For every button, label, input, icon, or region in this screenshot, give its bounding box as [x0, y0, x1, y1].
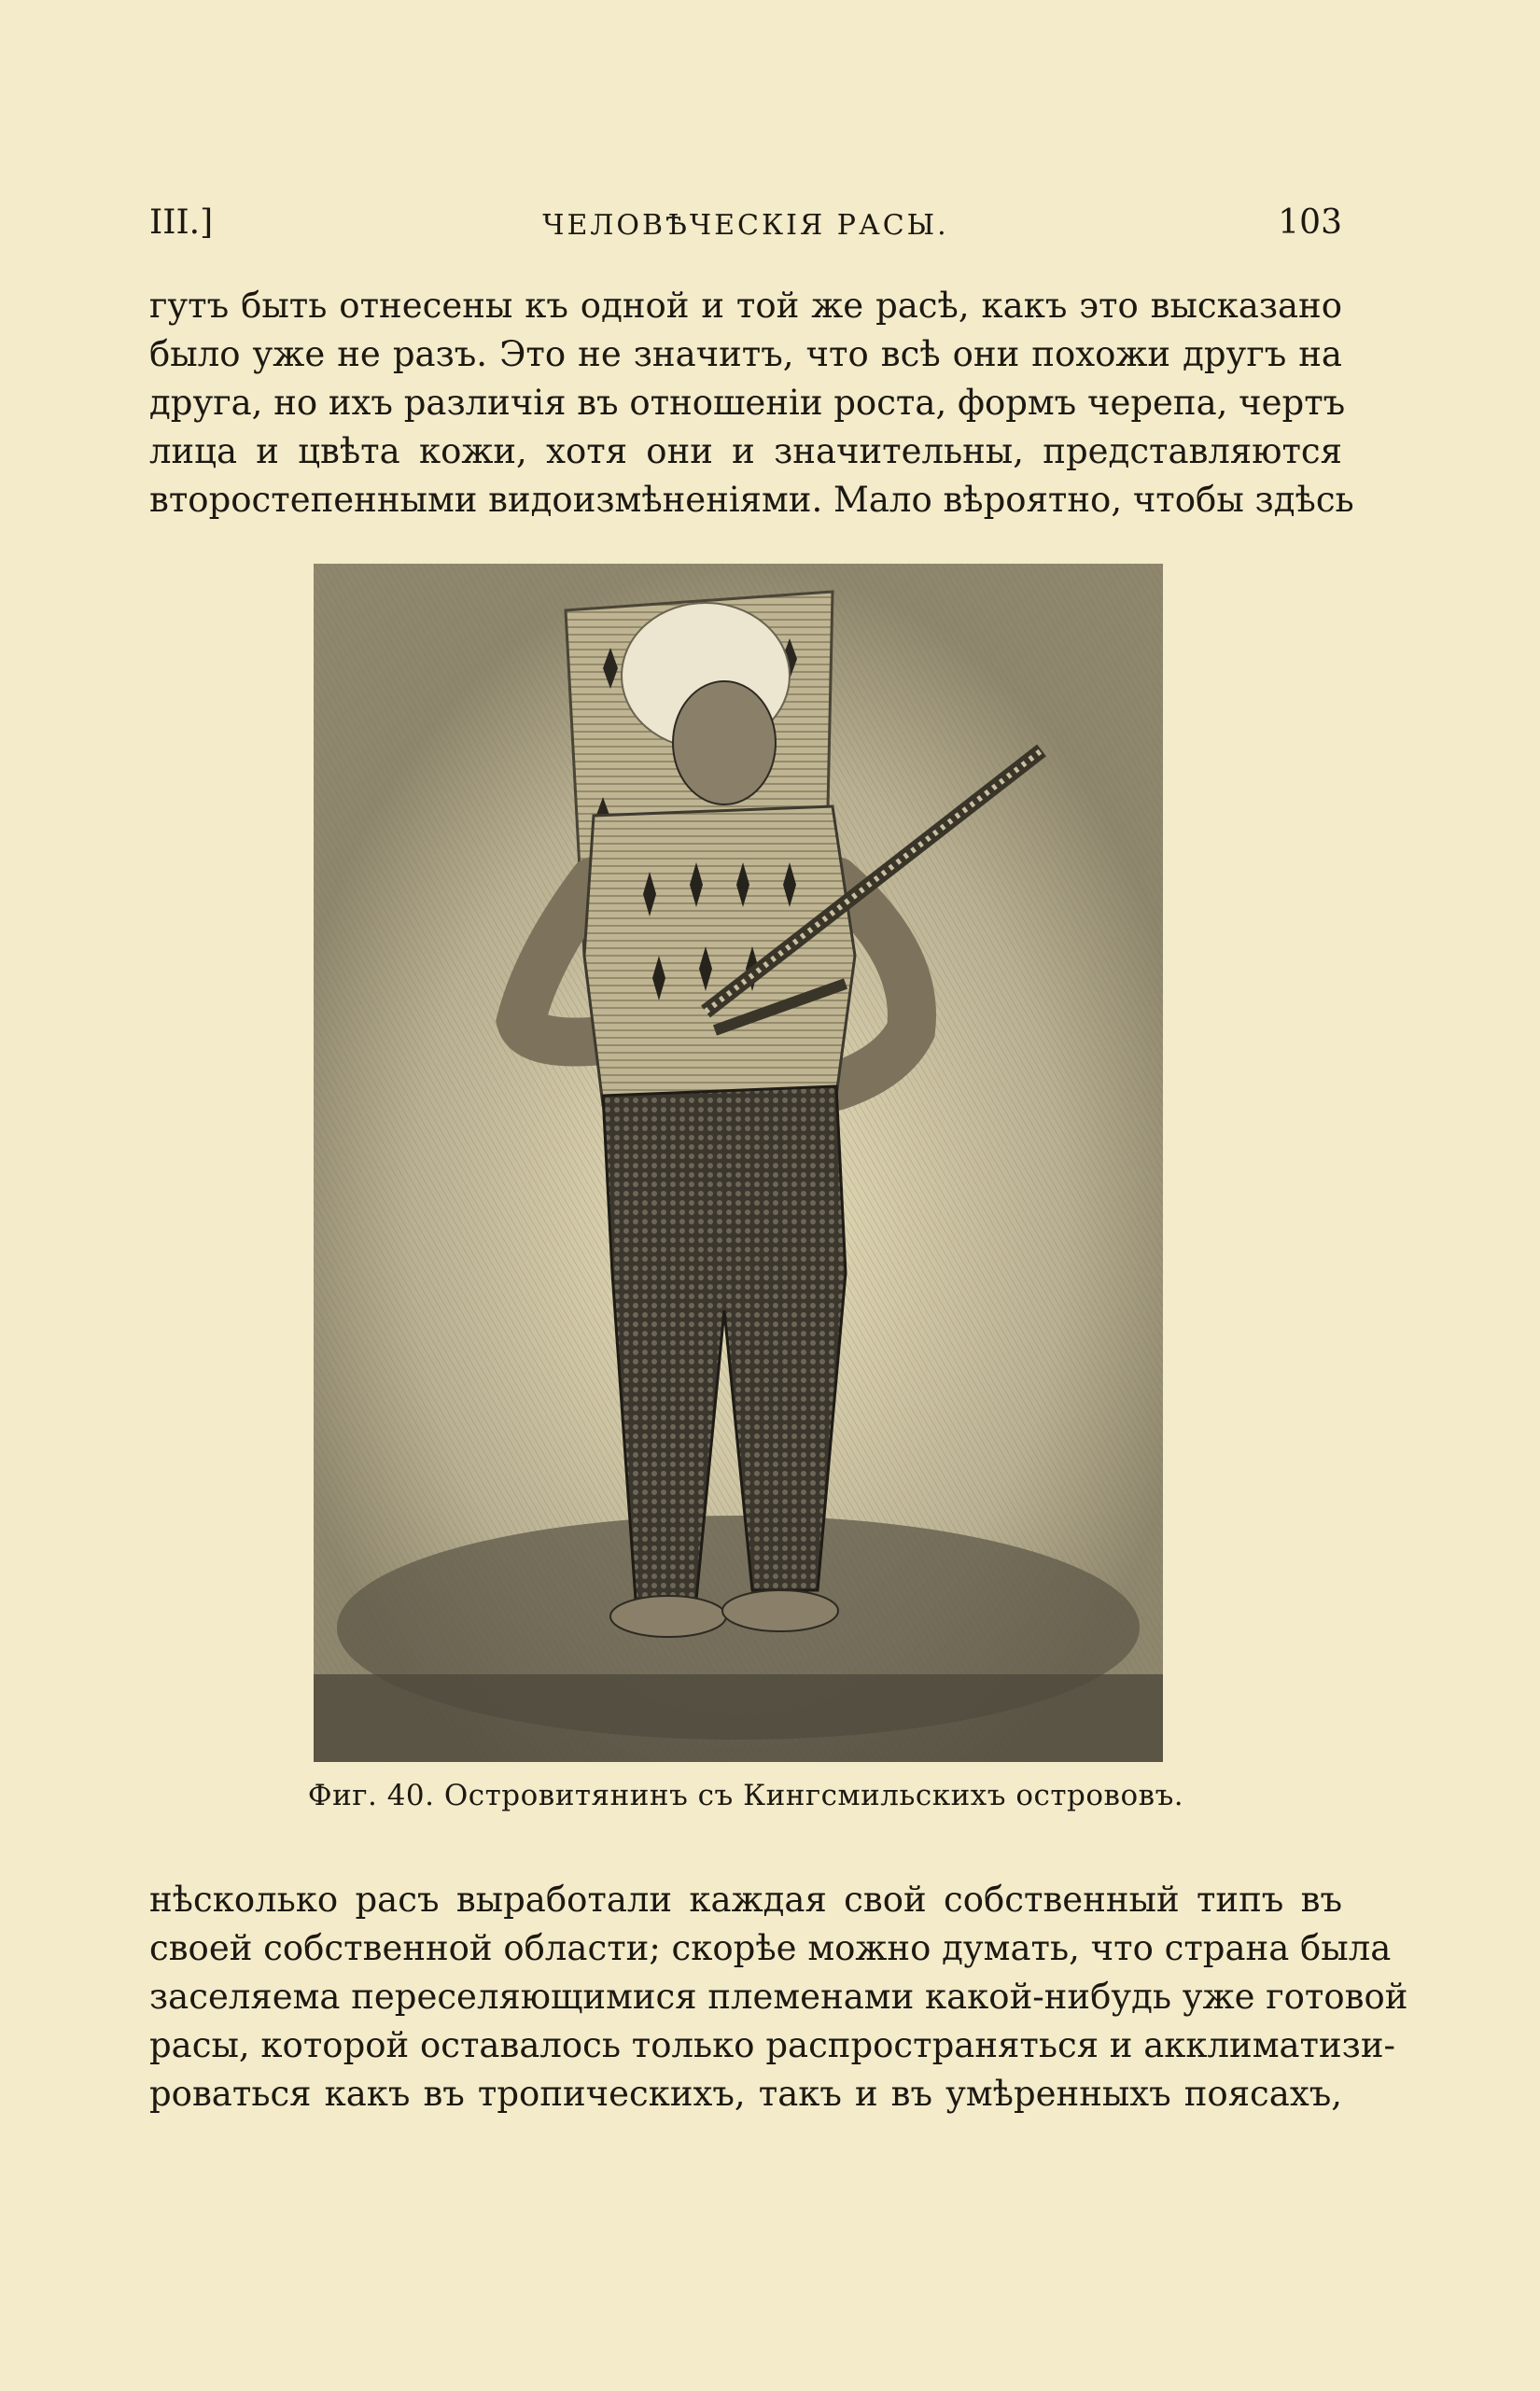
text-line: своей собственной области; скорѣе можно думать, что страна была — [149, 1928, 1392, 1968]
text-line: нѣсколько расъ выработали каждая свой собственный типъ въ — [149, 1880, 1342, 1920]
text-line: второстепенными видоизмѣненіями. Мало вѣроятно, чтобы здѣсь — [149, 480, 1354, 520]
text-line: лица и цвѣта кожи, хотя они и значительны, представляются — [149, 431, 1342, 471]
figure-caption: Фиг. 40. Островитянинъ съ Кингсмильскихъ острововъ. — [307, 1779, 1184, 1812]
running-title: ЧЕЛОВѢЧЕСКІЯ РАСЫ. — [542, 209, 949, 242]
running-head — [149, 203, 1342, 250]
chapter-marker: III.] — [149, 203, 214, 242]
text-line: друга, но ихъ различія въ отношеніи роста, формъ черепа, чертъ — [149, 383, 1346, 423]
text-line: расы, которой оставалось только распространяться и акклиматизи- — [149, 2025, 1396, 2065]
text-line: роваться какъ въ тропическихъ, такъ и въ умѣренныхъ поясахъ, — [149, 2074, 1342, 2114]
paragraph-bottom — [149, 1876, 1408, 2118]
page-number: 103 — [1278, 203, 1342, 242]
text-line: гутъ быть отнесены къ одной и той же расѣ, какъ это высказано — [149, 286, 1342, 326]
paragraph-top — [149, 282, 1354, 524]
text-line: заселяема переселяющимися племенами какой-нибудь уже готовой — [149, 1977, 1408, 2017]
text-line: было уже не разъ. Это не значитъ, что всѣ они похожи другъ на — [149, 334, 1342, 374]
engraving-illustration — [314, 564, 1163, 1762]
